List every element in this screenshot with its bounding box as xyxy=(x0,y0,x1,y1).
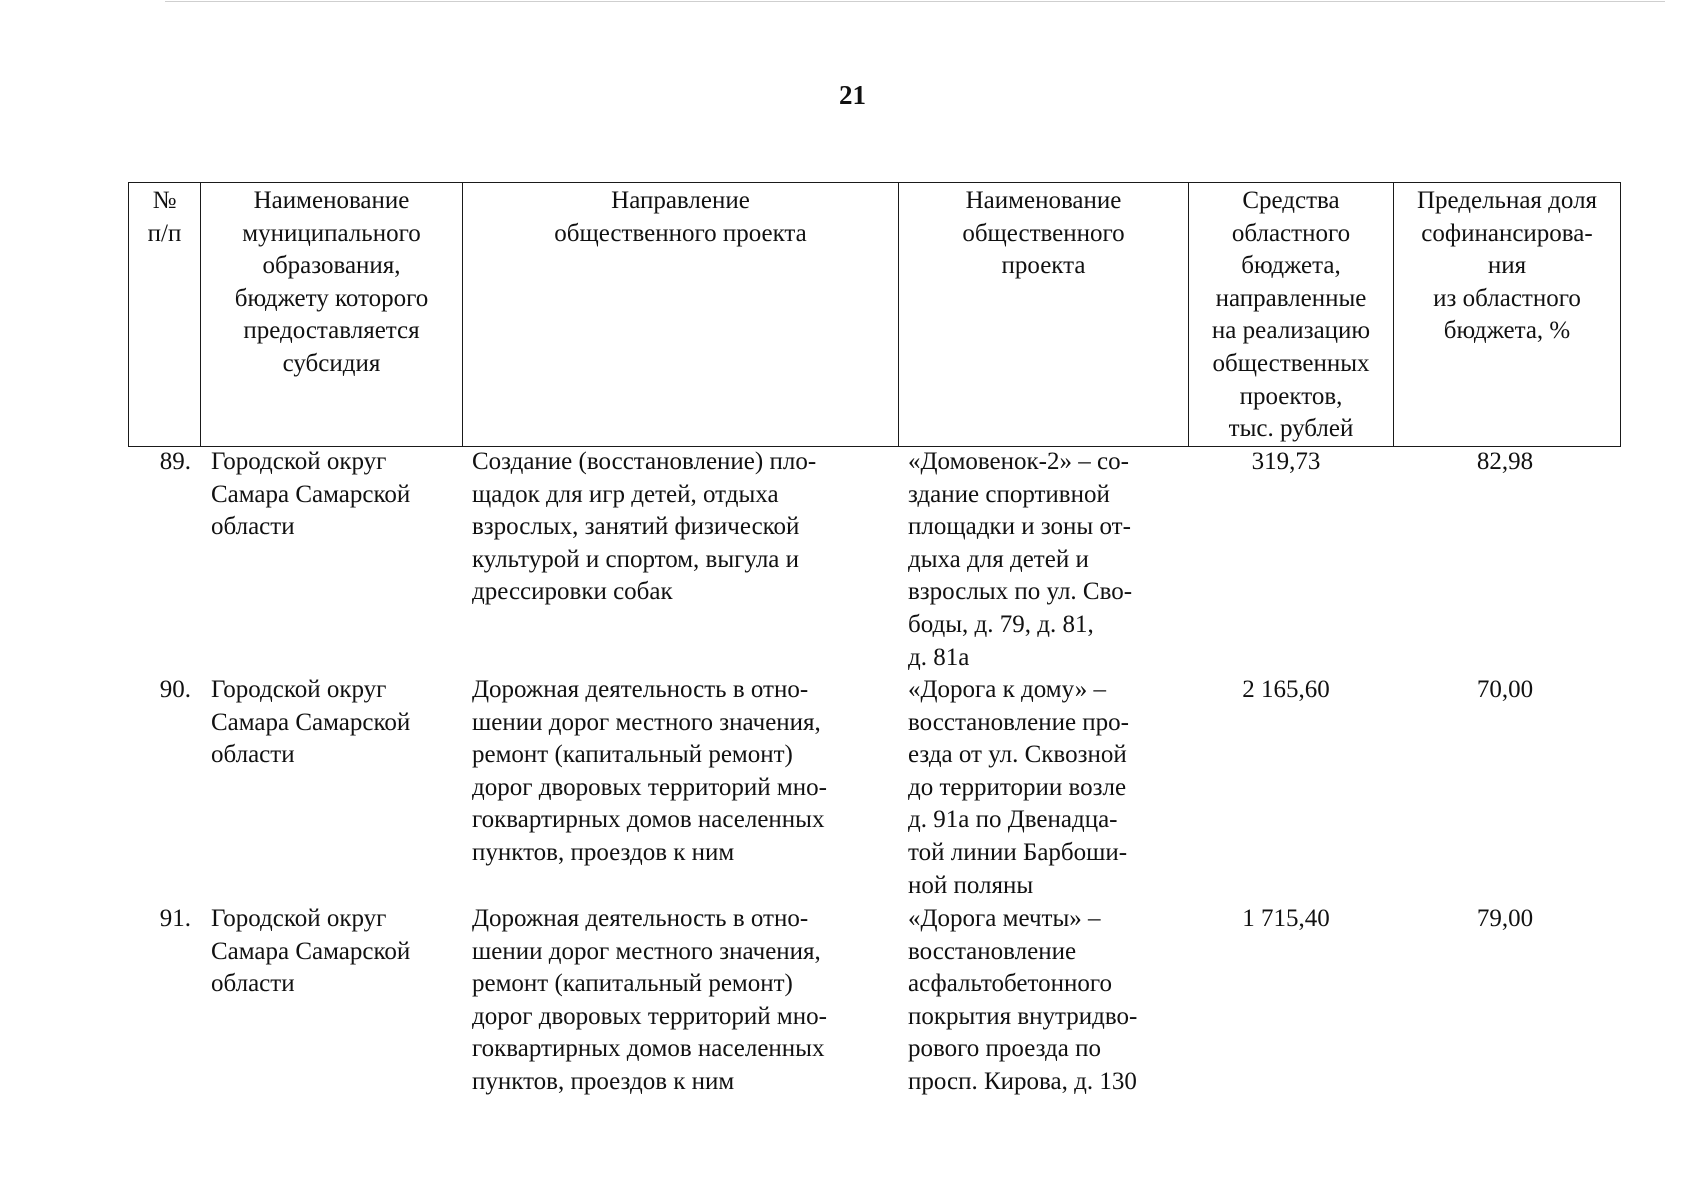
row-municipality: Городской округ Самара Самарской области xyxy=(211,905,411,998)
page-number: 21 xyxy=(839,80,866,110)
header-cell-project-name: Наименование общественного проекта xyxy=(899,183,1189,447)
header-cell-funds: Средства областного бюджета, направленные на реализацию общественных проектов, тыс. рублей xyxy=(1189,183,1394,447)
row-funds: 319,73 xyxy=(1251,448,1321,475)
row-share: 82,98 xyxy=(1476,448,1534,475)
row-municipality: Городской округ Самара Самарской области xyxy=(211,448,411,541)
header-cell-share: Предельная доля софинансирова- ния из областного бюджета, % xyxy=(1394,183,1621,447)
row-project-name: «Дорога к дому» – восстановление про- езда от ул. Сквозной до территории возле д. 91а по Двенадца- той линии Барбоши- ной поляны xyxy=(908,676,1130,899)
row-project-name: «Дорога мечты» – восстановление асфальтобетонного покрытия внутридво- рового проезда по просп. Кирова, д. 130 xyxy=(908,905,1138,1095)
row-number: 89. xyxy=(159,448,191,475)
row-municipality: Городской округ Самара Самарской области xyxy=(211,676,411,769)
row-direction: Дорожная деятельность в отно- шении дорог местного значения, ремонт (капитальный ремонт) дорог дворовых территорий мно- гоквартирных домов населенных пунктов, проездов к ним xyxy=(472,676,827,866)
row-share: 70,00 xyxy=(1476,676,1534,703)
row-project-name: «Домовенок-2» – со- здание спортивной площадки и зоны от- дыха для детей и взрослых по ул. Сво- боды, д. 79, д. 81, д. 81а xyxy=(908,448,1133,671)
row-number: 90. xyxy=(159,676,191,703)
header-cell-municipality: Наименование муниципального образования, бюджету которого предоставляется субсидия xyxy=(201,183,463,447)
header-cell-direction: Направление общественного проекта xyxy=(463,183,899,447)
row-funds: 1 715,40 xyxy=(1242,905,1330,932)
row-funds: 2 165,60 xyxy=(1242,676,1330,703)
header-cell-number: № п/п xyxy=(129,183,201,447)
row-direction: Создание (восстановление) пло- щадок для игр детей, отдыха взрослых, занятий физической культурой и спортом, выгула и дрессировки собак xyxy=(472,448,817,606)
header-row xyxy=(129,183,1621,447)
row-number: 91. xyxy=(159,905,191,932)
table-header xyxy=(128,182,1621,447)
row-direction: Дорожная деятельность в отно- шении дорог местного значения, ремонт (капитальный ремонт) дорог дворовых территорий мно- гоквартирных домов населенных пунктов, проездов к ним xyxy=(472,905,827,1095)
scan-edge-line xyxy=(165,1,1665,2)
row-share: 79,00 xyxy=(1476,905,1534,932)
